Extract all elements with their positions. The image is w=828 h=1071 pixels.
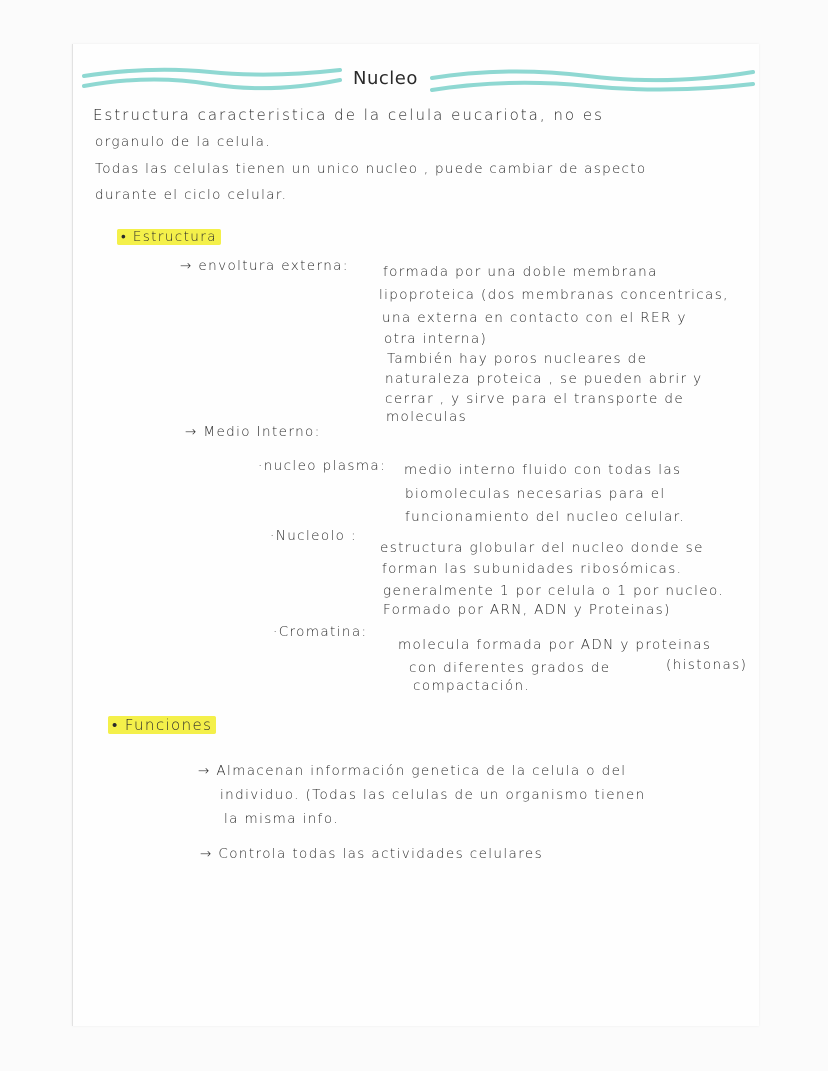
nucleolo-line: generalmente 1 por celula o 1 por nucleo. — [383, 583, 725, 599]
nucleoplasma-line: medio interno fluido con todas las — [404, 462, 682, 478]
funcion-line: la misma info. — [224, 811, 339, 827]
envoltura-line: naturaleza proteica , se pueden abrir y — [385, 371, 703, 387]
nucleolo-line: forman las subunidades ribosómicas. — [382, 561, 683, 577]
envoltura-line: También hay poros nucleares de — [387, 351, 648, 367]
envoltura-line: lipoproteica (dos membranas concentricas, — [379, 287, 729, 303]
envoltura-line: moleculas — [386, 409, 468, 425]
nucleolo-line: Formado por ARN, ADN y Proteinas) — [383, 602, 671, 618]
cromatina-note: (histonas) — [666, 657, 748, 673]
cromatina-line: molecula formada por ADN y proteinas — [398, 637, 712, 653]
cromatina-label: ·Cromatina: — [273, 624, 368, 640]
funcion-line: → Almacenan información genetica de la celula o del — [198, 763, 627, 779]
nucleolo-label: ·Nucleolo : — [270, 528, 357, 544]
funcion-line: individuo. (Todas las celulas de un organismo tienen — [220, 787, 646, 803]
nucleoplasma-label: ·nucleo plasma: — [258, 458, 387, 474]
envoltura-line: otra interna) — [384, 331, 488, 347]
cromatina-line: compactación. — [413, 678, 531, 694]
page-title: Nucleo — [353, 68, 418, 89]
title-wave-left — [80, 62, 345, 102]
nucleoplasma-line: biomoleculas necesarias para el — [405, 486, 666, 502]
cromatina-line: con diferentes grados de — [409, 660, 611, 676]
envoltura-line: formada por una doble membrana — [383, 264, 658, 280]
envoltura-line: cerrar , y sirve para el transporte de — [385, 391, 685, 407]
intro-line: organulo de la celula. — [95, 134, 271, 150]
intro-line: Todas las celulas tienen un unico nucleo , puede cambiar de aspecto — [95, 161, 647, 177]
envoltura-label: → envoltura externa: — [180, 258, 349, 274]
medio-interno-label: → Medio Interno: — [185, 424, 321, 440]
intro-line: Estructura caracteristica de la celula eucariota, no es — [93, 106, 604, 124]
title-wave-right — [428, 62, 758, 102]
section-heading-estructura: • Estructura — [117, 229, 221, 245]
nucleoplasma-line: funcionamiento del nucleo celular. — [405, 509, 686, 525]
envoltura-line: una externa en contacto con el RER y — [382, 310, 687, 326]
nucleolo-line: estructura globular del nucleo donde se — [380, 540, 704, 556]
funcion-line: → Controla todas las actividades celulares — [200, 846, 544, 862]
section-heading-funciones: • Funciones — [108, 716, 216, 734]
intro-line: durante el ciclo celular. — [95, 187, 288, 203]
